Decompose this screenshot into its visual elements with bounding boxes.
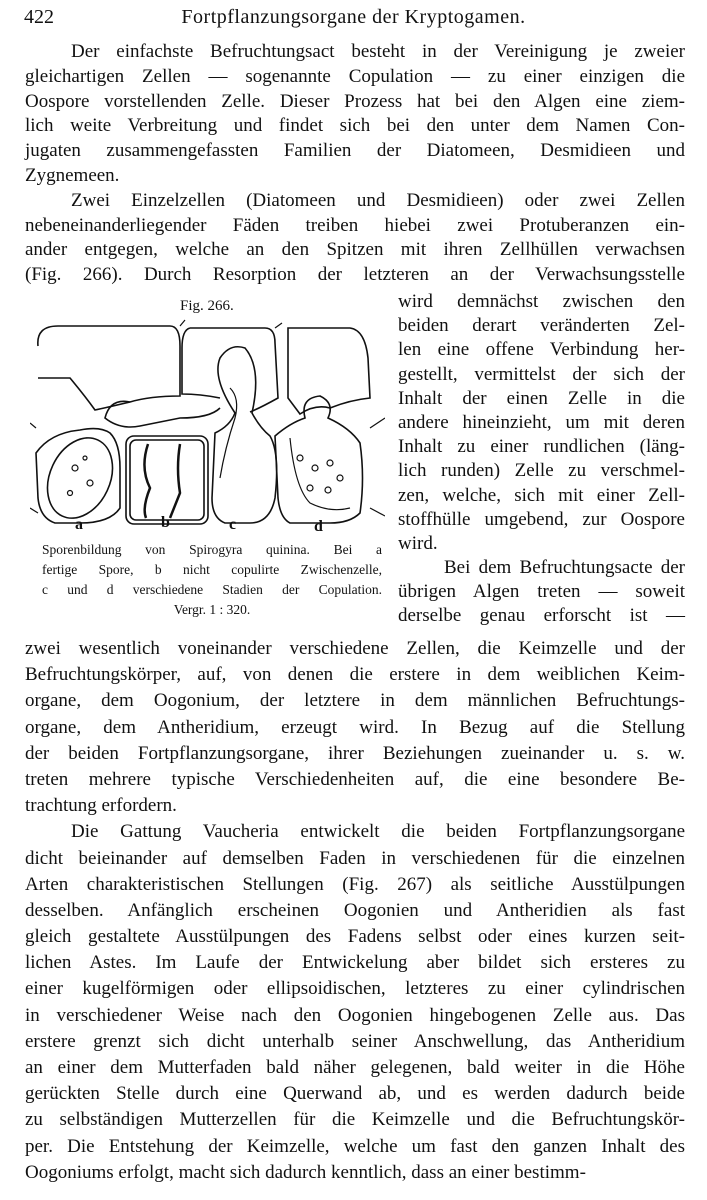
text-line: Oogoniums erfolgt, macht sich dadurch kenntlich, dass an einer bestimm-	[25, 1161, 586, 1183]
text-line: andere hineinzieht, um mit deren	[398, 411, 685, 433]
text-line: Befruchtungskörper, auf, von denen die erstere in dem weiblichen Keim-	[25, 664, 685, 686]
text-line: erstere grenzt sich dicht unterhalb seiner Anschwellung, das Antheridium	[25, 1030, 685, 1052]
text-line: Der einfachste Befruchtungsact besteht in der Vereinigung je zweier	[71, 41, 685, 62]
text-line: derselbe genau erforscht ist —	[398, 605, 685, 627]
text-line: in verschiedener Weise nach den Oogonien hingebogenen Zelle aus. Das	[25, 1004, 685, 1026]
text-line: organe, dem Oogonium, der letztere in dem männlichen Befruchtungs-	[25, 690, 685, 712]
text-line: trachtung erfordern.	[25, 795, 177, 817]
spirogyra-illustration	[30, 318, 385, 528]
text-line: lich weite Verbreitung und findet sich bei den unter dem Namen Con-	[25, 115, 685, 137]
text-line: jugaten zusammengefassten Familien der Diatomeen, Desmidieen und	[25, 140, 685, 162]
figure-caption	[42, 540, 382, 620]
page-number: 422	[24, 6, 54, 28]
figure-label-d: d	[314, 518, 323, 535]
bottom-text-block	[25, 636, 685, 1186]
text-line: der beiden Fortpflanzungsorgane, ihrer Beziehungen zueinander u. s. w.	[25, 742, 685, 764]
text-line: Zygnemeen.	[25, 164, 120, 186]
text-line: Inhalt der einen Zelle in die	[398, 387, 685, 409]
top-text-block	[25, 40, 685, 288]
text-line: Bei dem Befruchtungsacte der	[444, 557, 685, 579]
figure-label-b: b	[161, 514, 170, 531]
text-line: Zwei Einzelzellen (Diatomeen und Desmidieen) oder zwei Zellen	[71, 189, 685, 211]
text-line: Die Gattung Vaucheria entwickelt die beiden Fortpflanzungsorgane	[71, 821, 685, 843]
text-line: beiden derart veränderten Zel-	[398, 315, 685, 337]
figure-label-c: c	[229, 516, 237, 533]
text-line: ander entgegen, welche an den Spitzen mit ihren Zellhüllen verwachsen	[25, 239, 685, 261]
text-line: Arten charakteristischen Stellungen (Fig. 267) als seitliche Ausstülpungen	[25, 873, 685, 895]
caption-line: Vergr. 1 : 320.	[173, 602, 251, 617]
caption-line: c und d verschiedene Stadien der Copulation.	[42, 582, 382, 597]
right-column-text	[398, 290, 685, 629]
text-line: zwei wesentlich voneinander verschiedene Zellen, die Keimzelle und der	[25, 638, 685, 659]
text-line: an einer dem Mutterfaden bald näher gelegenen, bald weiter in die Höhe	[25, 1057, 685, 1078]
text-line: wird demnächst zwischen den	[398, 291, 685, 312]
text-line: gleich gestaltete Ausstülpungen des Fadens selbst oder eines kurzen seit-	[25, 926, 685, 948]
text-line: wird.	[398, 532, 438, 554]
text-line: lich runden) Zelle zu verschmel-	[398, 460, 685, 482]
figure-label-a: a	[75, 516, 83, 533]
text-line: treten mehrere typische Verschiedenheiten auf, die eine besondere Be-	[25, 768, 685, 790]
caption-line: fertige Spore, b nicht copulirte Zwischenzelle,	[42, 562, 382, 577]
text-line: gleichartigen Zellen — sogenannte Copulation — zu einer einzigen die	[25, 65, 685, 87]
text-line: dicht beieinander auf demselben Faden in verschiedenen für die einzelnen	[25, 847, 685, 869]
text-line: zu selbständigen Mutterzellen für die Keimzelle und die Befruchtungskör-	[25, 1109, 685, 1131]
running-title: Fortpflanzungsorgane der Kryptogamen.	[181, 6, 526, 28]
text-line: gerückten Stelle durch eine Querwand ab, und es werden dadurch beide	[25, 1083, 685, 1105]
text-line: desselben. Anfänglich erscheinen Oogonien und Antheridien als fast	[25, 899, 685, 921]
page-header	[24, 6, 683, 36]
text-line: Inhalt zu einer rundlichen (läng-	[398, 436, 685, 458]
text-line: stoffhülle umgebend, zur Oospore	[398, 508, 685, 530]
figure-title: Fig. 266.	[180, 298, 234, 314]
text-line: gestellt, vermittelst der sich der	[398, 363, 685, 385]
text-line: zen, welche, sich mit einer Zell-	[398, 484, 685, 506]
text-line: Oospore vorstellenden Zelle. Dieser Prozess hat bei den Algen eine ziem-	[25, 90, 685, 112]
text-line: einer kugelförmigen oder ellipsoidischen, letzteres zu einer cylindrischen	[25, 978, 685, 1000]
text-line: organe, dem Antheridium, erzeugt wird. In Bezug auf die Stellung	[25, 716, 685, 738]
text-line: lichen Astes. Im Laufe der Entwickelung aber bildet sich ersteres zu	[25, 952, 685, 974]
text-line: übrigen Algen treten — soweit	[398, 581, 685, 603]
caption-line: Sporenbildung von Spirogyra quinina. Bei a	[42, 542, 382, 557]
text-line: per. Die Entstehung der Keimzelle, welche um fast den ganzen Inhalt des	[25, 1135, 685, 1157]
text-line: nebeneinanderliegender Fäden treiben hiebei zwei Protuberanzen ein-	[25, 214, 685, 236]
text-line: len eine offene Verbindung her-	[398, 339, 685, 361]
figure-266	[30, 296, 385, 626]
text-line: (Fig. 266). Durch Resorption der letzteren an der Verwachsungsstelle	[25, 264, 685, 286]
